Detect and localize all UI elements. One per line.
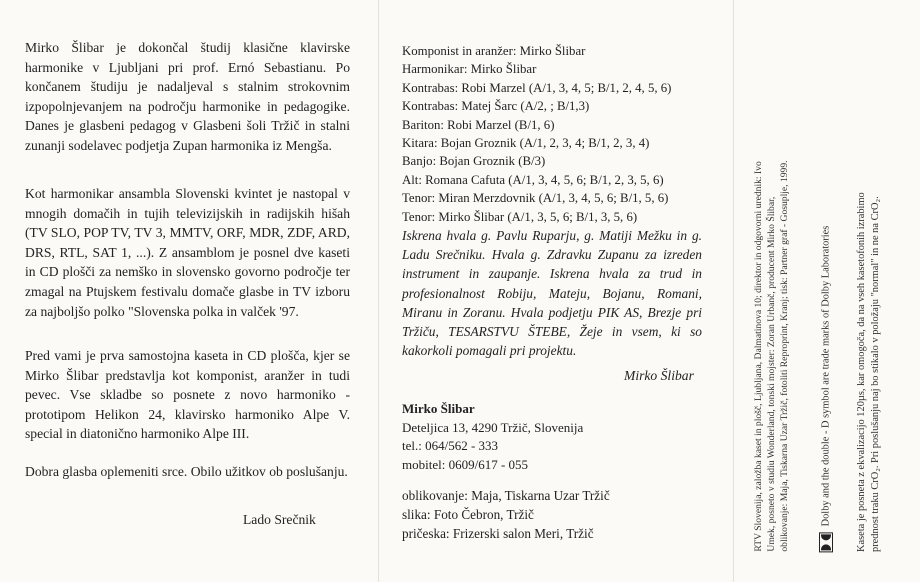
acknowledgements: Iskrena hvala g. Pavlu Ruparju, g. Matiji Mežku in g. Ladu Srečniku. Hvala g. Zdravku Zupanu za izreden instrument in zaupanje. Iskrena hvala za trud in profesionalnost Robiju, Mateju, Bojanu, Romani, Miranu in Zoranu. Hvala podjetju PIK AS, Brezje pri Tržiču, TESARSTVU ŠTEBE, Žeje in vsem, ki so kakorkoli pomagali pri projektu.: [402, 228, 702, 359]
design-line: oblikovanje: Maja, Tiskarna Uzar Tržič: [402, 488, 610, 503]
design-line: pričeska: Frizerski salon Meri, Tržič: [402, 526, 594, 541]
credit-line: Tenor: Miran Merzdovnik (A/1, 3, 4, 5, 6; B/1, 5, 6): [402, 191, 669, 206]
biography-paragraph-4: Dobra glasba oplemeniti srce. Obilo užitkov ob poslušanju.: [25, 464, 348, 479]
design-credits: [402, 486, 610, 543]
credit-line: Bariton: Robi Marzel (B/1, 6): [402, 117, 555, 132]
contact-name: Mirko Šlibar: [402, 401, 475, 416]
fold-line-left: [378, 0, 379, 582]
credits-panel: [380, 0, 732, 582]
publisher-line: oblikovanje: Maja, Tiskarna Uzar Tržič, fotoliti Reproprint, Kranj; tisk: Partner graf - Gosuplje, 1999.: [779, 160, 791, 552]
dolby-notice: Dolby and the double - D symbol are trade marks of Dolby Laboratories: [820, 225, 832, 526]
credit-line: Kitara: Bojan Groznik (A/1, 2, 3, 4; B/1, 2, 3, 4): [402, 136, 650, 151]
credit-line: Kontrabas: Robi Marzel (A/1, 3, 4, 5; B/1, 2, 4, 5, 6): [402, 80, 672, 95]
cassette-note-line: prednost traku CrO₂. Pri poslušanju naj bo stikalo v položaju "normal" in ne na CrO₂.: [870, 196, 881, 552]
credit-line: Harmonikar: Mirko Šlibar: [402, 62, 537, 77]
dolby-logo-icon: [819, 532, 833, 552]
biography-paragraph-2: Kot harmonikar ansambla Slovenski kvintet je nastopal v mnogih domačih in tujih televizijskih in radijskih hišah (TV SLO, POP TV, TV 3, MMTV, ORF, MDR, ZDF, ARD, DRS, RTL, SAT 1, ...). Z ansamblom je posnel dve kaseti in CD plošči za nemško in slovensko govorno področje ter zmagal na Ptujskem festivalu domače glasbe in TV izboru za najboljšo polko "Slovenska polka in valček '97.: [25, 186, 350, 319]
spine-panel: [735, 0, 920, 582]
fold-line-right: [733, 0, 734, 582]
credit-line: Kontrabas: Matej Šarc (A/2, ; B/1,3): [402, 99, 590, 114]
credits-list: [402, 42, 671, 226]
contact-block: [402, 400, 583, 474]
credit-line: Alt: Romana Cafuta (A/1, 3, 4, 5, 6; B/1, 2, 3, 5, 6): [402, 172, 664, 187]
publisher-line: Umek, posneto v studiu Wonderland, tonski mojster: Zoran Urbanč, producent Mirko Šlibar,: [766, 197, 778, 552]
contact-mobile: mobitel: 0609/617 - 055: [402, 456, 529, 472]
cassette-note-line: Kaseta je posneta z ekvalizacijo 120µs, kar omogoča, da na vseh kasetofonih izrabimo: [856, 192, 867, 552]
credit-line: Tenor: Mirko Šlibar (A/1, 3, 5, 6; B/1, 3, 5, 6): [402, 209, 638, 224]
publisher-line: RTV Slovenija, založba kaset in plošč, Ljubljana, Dalmatinova 10; direktor in odgovorni urednik: Ivo: [753, 161, 764, 552]
contact-phone: tel.: 064/562 - 333: [402, 438, 499, 454]
credit-line: Banjo: Bojan Groznik (B/3): [402, 154, 546, 169]
design-line: slika: Foto Čebron, Tržič: [402, 507, 534, 522]
biography-paragraph-1: Mirko Šlibar je dokončal študij klasične klavirske harmonike v Ljubljani pri prof. Ernó Sebastianu. Po končanem študiju je nadaljeval s stalnim strokovnim izpopolnjevanjem na področju harmonike in pedagogike. Danes je glasbeni pedagog v Glasbeni šoli Tržič in stalni zunanji sodelavec podjetja Zupan harmonika iz Mengša.: [25, 40, 350, 153]
biography-paragraph-3: Pred vami je prva samostojna kaseta in CD plošča, kjer se Mirko Šlibar predstavlja kot komponist, aranžer in tudi pevec. Vse skladbe so posnete z novo harmoniko - prototipom Helikon 24, klavirsko harmoniko Alpe V. special in diatonično harmoniko Alpe III.: [25, 348, 350, 442]
biography-panel: [0, 0, 378, 582]
contact-address: Deteljica 13, 4290 Tržič, Slovenija: [402, 419, 584, 435]
acknowledgements-signature: Mirko Šlibar: [624, 368, 694, 383]
biography-signature: Lado Srečnik: [243, 512, 316, 527]
credit-line: Komponist in aranžer: Mirko Šlibar: [402, 44, 586, 58]
